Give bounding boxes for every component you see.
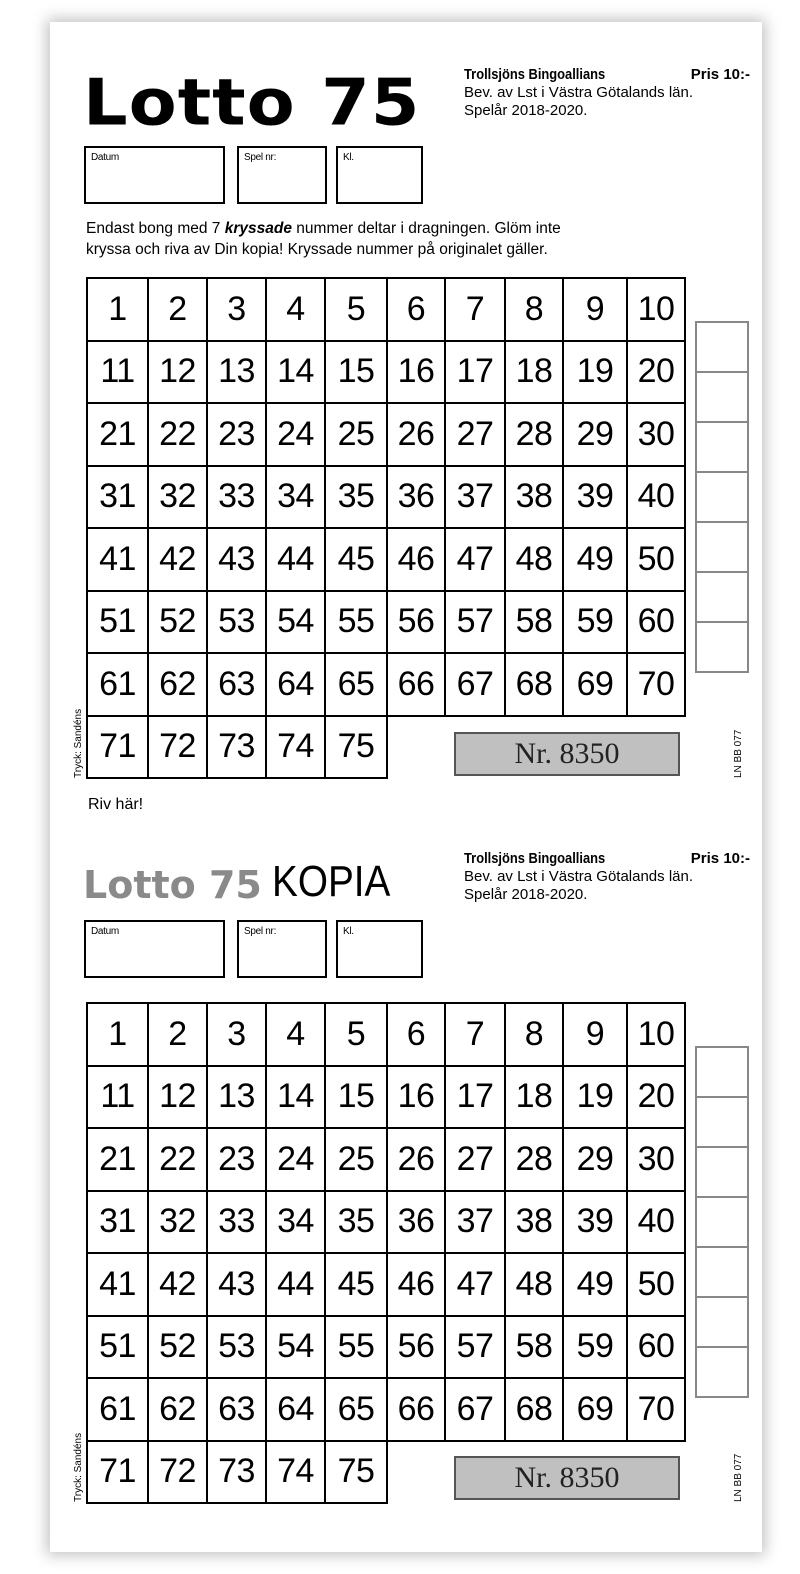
- number-cell[interactable]: 12: [149, 1067, 208, 1130]
- copy-tally-boxes: [695, 1046, 749, 1398]
- number-cell[interactable]: 41: [88, 1254, 149, 1317]
- price-label: Pris 10:-: [690, 66, 750, 83]
- number-cell[interactable]: 58: [506, 592, 564, 655]
- number-cell[interactable]: 71: [88, 717, 149, 780]
- tally-box[interactable]: [697, 1048, 747, 1098]
- copy-logo: Lotto 75: [83, 863, 262, 907]
- tally-box[interactable]: [697, 1098, 747, 1148]
- number-cell[interactable]: 70: [628, 1379, 686, 1442]
- copy-label: KOPIA: [271, 857, 391, 906]
- tear-line-text: Riv här!: [88, 796, 144, 813]
- ticket-info: [464, 66, 750, 120]
- number-cell[interactable]: 47: [446, 529, 506, 592]
- instructions-line-2: kryssa och riva av Din kopia! Kryssade nummer på originalet gäller.: [86, 241, 548, 258]
- number-cell[interactable]: 9: [564, 279, 628, 342]
- number-cell[interactable]: 27: [446, 1129, 506, 1192]
- number-cell[interactable]: 25: [326, 1129, 388, 1192]
- number-cell[interactable]: 28: [506, 1129, 564, 1192]
- number-cell[interactable]: 46: [388, 1254, 446, 1317]
- number-cell[interactable]: 51: [88, 592, 149, 655]
- number-cell[interactable]: 71: [88, 1442, 149, 1505]
- copy-price-label: Pris 10:-: [690, 850, 750, 867]
- number-cell[interactable]: 29: [564, 404, 628, 467]
- number-cell[interactable]: 19: [564, 342, 628, 405]
- number-cell[interactable]: 55: [326, 592, 388, 655]
- game-number-label: Spel nr:: [244, 152, 277, 163]
- number-cell[interactable]: 60: [628, 1317, 686, 1380]
- number-cell[interactable]: 18: [506, 342, 564, 405]
- number-cell[interactable]: 14: [267, 1067, 326, 1130]
- number-cell[interactable]: 23: [208, 1129, 267, 1192]
- number-cell[interactable]: 64: [267, 654, 326, 717]
- number-cell[interactable]: 58: [506, 1317, 564, 1380]
- number-cell[interactable]: 57: [446, 1317, 506, 1380]
- number-cell[interactable]: 50: [628, 529, 686, 592]
- number-cell[interactable]: 21: [88, 404, 149, 467]
- number-cell[interactable]: 37: [446, 467, 506, 530]
- number-cell[interactable]: 33: [208, 467, 267, 530]
- number-cell[interactable]: 52: [149, 1317, 208, 1380]
- number-cell[interactable]: 35: [326, 1192, 388, 1255]
- tally-box[interactable]: [697, 573, 747, 623]
- tally-box[interactable]: [697, 1248, 747, 1298]
- number-cell[interactable]: 16: [388, 1067, 446, 1130]
- tally-box[interactable]: [697, 523, 747, 573]
- number-cell[interactable]: 54: [267, 1317, 326, 1380]
- number-cell[interactable]: 15: [326, 1067, 388, 1130]
- number-cell[interactable]: 49: [564, 1254, 628, 1317]
- number-cell[interactable]: 73: [208, 1442, 267, 1505]
- number-cell[interactable]: 6: [388, 279, 446, 342]
- number-cell[interactable]: 56: [388, 1317, 446, 1380]
- copy-number-grid: [86, 1002, 686, 1504]
- number-cell[interactable]: 63: [208, 654, 267, 717]
- copy-license-text: Bev. av Lst i Västra Götalands län.: [464, 868, 694, 885]
- lottery-ticket: [50, 22, 762, 1552]
- number-cell[interactable]: 63: [208, 1379, 267, 1442]
- number-cell[interactable]: 51: [88, 1317, 149, 1380]
- number-cell[interactable]: 13: [208, 1067, 267, 1130]
- copy-printer-text: Tryck: Sandéns: [73, 1432, 84, 1502]
- number-cell[interactable]: 10: [628, 1004, 686, 1067]
- number-cell[interactable]: 64: [267, 1379, 326, 1442]
- number-cell[interactable]: 35: [326, 467, 388, 530]
- number-cell[interactable]: 13: [208, 342, 267, 405]
- number-cell[interactable]: 68: [506, 1379, 564, 1442]
- tally-box[interactable]: [697, 423, 747, 473]
- number-cell[interactable]: 47: [446, 1254, 506, 1317]
- organizer-name: Trollsjöns Bingoallians: [464, 66, 606, 83]
- number-cell[interactable]: 72: [149, 1442, 208, 1505]
- number-cell[interactable]: 48: [506, 529, 564, 592]
- number-cell[interactable]: 7: [446, 1004, 506, 1067]
- number-cell[interactable]: 2: [149, 279, 208, 342]
- number-cell[interactable]: 32: [149, 1192, 208, 1255]
- number-cell[interactable]: 20: [628, 1067, 686, 1130]
- number-cell[interactable]: 74: [267, 717, 326, 780]
- copy-game-number-label: Spel nr:: [244, 926, 277, 937]
- number-cell[interactable]: 45: [326, 529, 388, 592]
- number-cell[interactable]: 61: [88, 1379, 149, 1442]
- number-cell[interactable]: 3: [208, 279, 267, 342]
- number-cell[interactable]: 34: [267, 467, 326, 530]
- number-cell[interactable]: 72: [149, 717, 208, 780]
- copy-class-field[interactable]: [336, 920, 423, 978]
- date-field[interactable]: [84, 146, 225, 204]
- number-cell[interactable]: 31: [88, 1192, 149, 1255]
- number-cell[interactable]: 5: [326, 1004, 388, 1067]
- number-cell[interactable]: 22: [149, 404, 208, 467]
- tally-boxes: [695, 321, 749, 673]
- class-field-label: Kl.: [343, 152, 354, 163]
- copy-serial-number: Nr. 8350: [454, 1456, 680, 1500]
- number-cell[interactable]: 11: [88, 342, 149, 405]
- number-cell[interactable]: 43: [208, 1254, 267, 1317]
- number-cell[interactable]: 12: [149, 342, 208, 405]
- license-text: Bev. av Lst i Västra Götalands län.: [464, 84, 694, 101]
- number-cell[interactable]: 43: [208, 529, 267, 592]
- number-cell[interactable]: 60: [628, 592, 686, 655]
- number-cell[interactable]: 39: [564, 467, 628, 530]
- number-cell[interactable]: 54: [267, 592, 326, 655]
- number-cell[interactable]: 53: [208, 592, 267, 655]
- number-cell[interactable]: 4: [267, 279, 326, 342]
- number-cell[interactable]: 59: [564, 592, 628, 655]
- number-grid: [86, 277, 686, 779]
- number-cell[interactable]: 24: [267, 1129, 326, 1192]
- number-cell[interactable]: 75: [326, 717, 388, 780]
- number-cell[interactable]: 39: [564, 1192, 628, 1255]
- number-cell[interactable]: 1: [88, 1004, 149, 1067]
- date-field-label: Datum: [91, 152, 119, 163]
- number-cell[interactable]: 74: [267, 1442, 326, 1505]
- number-cell[interactable]: 27: [446, 404, 506, 467]
- number-cell[interactable]: 16: [388, 342, 446, 405]
- number-cell[interactable]: 11: [88, 1067, 149, 1130]
- number-cell[interactable]: 73: [208, 717, 267, 780]
- number-cell[interactable]: 66: [388, 654, 446, 717]
- number-cell[interactable]: 33: [208, 1192, 267, 1255]
- tally-box[interactable]: [697, 323, 747, 373]
- serial-number: Nr. 8350: [454, 732, 680, 776]
- number-cell[interactable]: 56: [388, 592, 446, 655]
- number-cell[interactable]: 69: [564, 1379, 628, 1442]
- number-cell[interactable]: 26: [388, 1129, 446, 1192]
- number-cell[interactable]: 59: [564, 1317, 628, 1380]
- number-cell[interactable]: 44: [267, 529, 326, 592]
- copy-class-label: Kl.: [343, 926, 354, 937]
- number-cell[interactable]: 42: [149, 1254, 208, 1317]
- instructions-emphasis: kryssade: [224, 220, 292, 237]
- number-cell[interactable]: 62: [149, 654, 208, 717]
- number-cell[interactable]: 17: [446, 1067, 506, 1130]
- number-cell[interactable]: 8: [506, 279, 564, 342]
- number-cell[interactable]: 69: [564, 654, 628, 717]
- number-cell[interactable]: 32: [149, 467, 208, 530]
- product-code: LN BB 077: [733, 729, 744, 778]
- logo-title: Lotto 75: [83, 64, 421, 140]
- number-cell[interactable]: 55: [326, 1317, 388, 1380]
- number-cell[interactable]: 28: [506, 404, 564, 467]
- tally-box[interactable]: [697, 1198, 747, 1248]
- number-cell[interactable]: 75: [326, 1442, 388, 1505]
- number-cell[interactable]: 49: [564, 529, 628, 592]
- number-cell[interactable]: 17: [446, 342, 506, 405]
- instructions-text-2: nummer deltar i dragningen. Glöm inte: [291, 220, 561, 237]
- number-cell[interactable]: 36: [388, 467, 446, 530]
- number-cell[interactable]: 65: [326, 654, 388, 717]
- number-cell[interactable]: 57: [446, 592, 506, 655]
- number-cell[interactable]: 66: [388, 1379, 446, 1442]
- copy-game-number-field[interactable]: [237, 920, 327, 978]
- number-cell[interactable]: 29: [564, 1129, 628, 1192]
- number-cell[interactable]: 3: [208, 1004, 267, 1067]
- copy-product-code: LN BB 077: [733, 1453, 744, 1502]
- number-cell[interactable]: 1: [88, 279, 149, 342]
- number-cell[interactable]: 36: [388, 1192, 446, 1255]
- copy-ticket-info: [464, 850, 750, 904]
- number-cell[interactable]: 46: [388, 529, 446, 592]
- number-cell[interactable]: 5: [326, 279, 388, 342]
- number-cell[interactable]: 40: [628, 1192, 686, 1255]
- tally-box[interactable]: [697, 373, 747, 423]
- number-cell[interactable]: 38: [506, 467, 564, 530]
- number-cell[interactable]: 18: [506, 1067, 564, 1130]
- number-cell[interactable]: 2: [149, 1004, 208, 1067]
- number-cell[interactable]: 30: [628, 1129, 686, 1192]
- tally-box[interactable]: [697, 1348, 747, 1398]
- number-cell[interactable]: 53: [208, 1317, 267, 1380]
- number-cell[interactable]: 25: [326, 404, 388, 467]
- number-cell[interactable]: 61: [88, 654, 149, 717]
- number-cell[interactable]: 38: [506, 1192, 564, 1255]
- copy-date-label: Datum: [91, 926, 119, 937]
- game-number-field[interactable]: [237, 146, 327, 204]
- number-cell[interactable]: 70: [628, 654, 686, 717]
- tally-box[interactable]: [697, 1148, 747, 1198]
- instructions: [86, 218, 746, 260]
- number-cell[interactable]: 10: [628, 279, 686, 342]
- number-cell[interactable]: 45: [326, 1254, 388, 1317]
- season-text: Spelår 2018-2020.: [464, 102, 588, 119]
- number-cell[interactable]: 65: [326, 1379, 388, 1442]
- tally-box[interactable]: [697, 473, 747, 523]
- copy-season-text: Spelår 2018-2020.: [464, 886, 588, 903]
- number-cell[interactable]: 9: [564, 1004, 628, 1067]
- number-cell[interactable]: 31: [88, 467, 149, 530]
- number-cell[interactable]: 30: [628, 404, 686, 467]
- number-cell[interactable]: 48: [506, 1254, 564, 1317]
- number-cell[interactable]: 44: [267, 1254, 326, 1317]
- printer-text: Tryck: Sandéns: [73, 708, 84, 778]
- copy-date-field[interactable]: [84, 920, 225, 978]
- number-cell[interactable]: 68: [506, 654, 564, 717]
- number-cell[interactable]: 20: [628, 342, 686, 405]
- number-cell[interactable]: 26: [388, 404, 446, 467]
- number-cell[interactable]: 67: [446, 654, 506, 717]
- number-cell[interactable]: 34: [267, 1192, 326, 1255]
- number-cell[interactable]: 67: [446, 1379, 506, 1442]
- number-cell[interactable]: 42: [149, 529, 208, 592]
- number-cell[interactable]: 22: [149, 1129, 208, 1192]
- number-cell[interactable]: 8: [506, 1004, 564, 1067]
- class-field[interactable]: [336, 146, 423, 204]
- number-cell[interactable]: 52: [149, 592, 208, 655]
- number-cell[interactable]: 14: [267, 342, 326, 405]
- number-cell[interactable]: 15: [326, 342, 388, 405]
- tally-box[interactable]: [697, 623, 747, 673]
- number-cell[interactable]: 40: [628, 467, 686, 530]
- tally-box[interactable]: [697, 1298, 747, 1348]
- instructions-text-1: Endast bong med 7: [86, 220, 225, 237]
- number-cell[interactable]: 37: [446, 1192, 506, 1255]
- number-cell[interactable]: 62: [149, 1379, 208, 1442]
- number-cell[interactable]: 19: [564, 1067, 628, 1130]
- number-cell[interactable]: 50: [628, 1254, 686, 1317]
- number-cell[interactable]: 7: [446, 279, 506, 342]
- number-cell[interactable]: 23: [208, 404, 267, 467]
- number-cell[interactable]: 21: [88, 1129, 149, 1192]
- copy-title: [83, 857, 406, 907]
- number-cell[interactable]: 6: [388, 1004, 446, 1067]
- copy-organizer-name: Trollsjöns Bingoallians: [464, 850, 606, 867]
- number-cell[interactable]: 4: [267, 1004, 326, 1067]
- number-cell[interactable]: 41: [88, 529, 149, 592]
- number-cell[interactable]: 24: [267, 404, 326, 467]
